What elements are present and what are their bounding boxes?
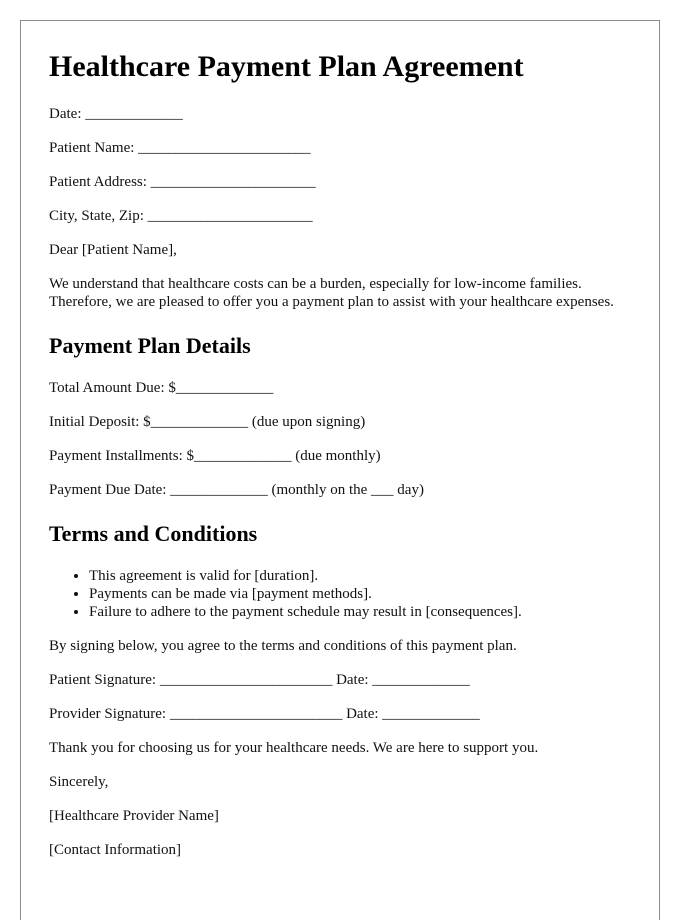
- contact-information: [Contact Information]: [49, 842, 182, 858]
- provider-signature-line: Provider Signature: _______________________ Date: _____________: [49, 706, 480, 722]
- terms-item-payment-methods: • Payments can be made via [payment methods].: [89, 585, 631, 603]
- salutation: Dear [Patient Name],: [49, 242, 177, 258]
- terms-list: [49, 567, 631, 621]
- payment-installments-line: Payment Installments: $_____________ (due monthly): [49, 448, 381, 464]
- patient-name-field: Patient Name: _______________________: [49, 140, 311, 156]
- document-title: Healthcare Payment Plan Agreement: [49, 50, 524, 83]
- city-state-zip-field: City, State, Zip: ______________________: [49, 208, 313, 224]
- intro-paragraph: We understand that healthcare costs can be a burden, especially for low-income families. Therefore, we are pleased to offer you a payment plan to assist with your healthcare expenses.: [49, 276, 614, 310]
- thank-you-text: Thank you for choosing us for your healthcare needs. We are here to support you.: [49, 740, 539, 756]
- patient-address-field: Patient Address: ______________________: [49, 174, 316, 190]
- date-field: Date: _____________: [49, 106, 183, 122]
- terms-item-consequences: • Failure to adhere to the payment schedule may result in [consequences].: [89, 603, 631, 621]
- payment-due-date-line: Payment Due Date: _____________ (monthly on the ___ day): [49, 482, 424, 498]
- initial-deposit-line: Initial Deposit: $_____________ (due upon signing): [49, 414, 366, 430]
- total-amount-due-line: Total Amount Due: $_____________: [49, 380, 274, 396]
- terms-item-duration: • This agreement is valid for [duration].: [89, 567, 631, 585]
- sign-off: Sincerely,: [49, 774, 109, 790]
- agreement-document: [20, 20, 660, 920]
- patient-signature-line: Patient Signature: _______________________ Date: _____________: [49, 672, 470, 688]
- details-heading: Payment Plan Details: [49, 333, 251, 358]
- provider-name: [Healthcare Provider Name]: [49, 808, 219, 824]
- agreement-statement: By signing below, you agree to the terms and conditions of this payment plan.: [49, 638, 517, 654]
- terms-heading: Terms and Conditions: [49, 521, 258, 546]
